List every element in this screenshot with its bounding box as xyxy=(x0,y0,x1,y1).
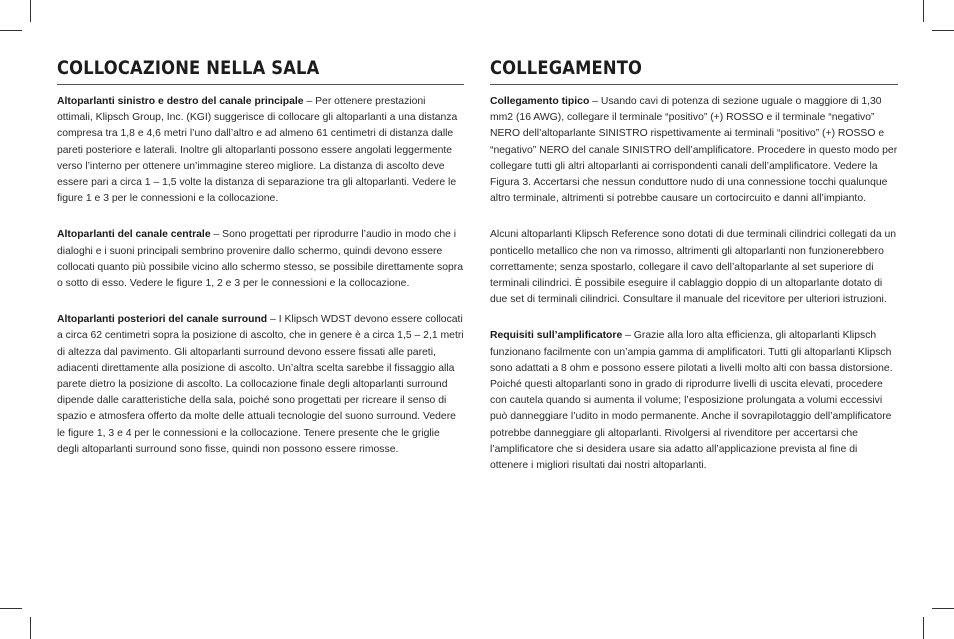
crop-mark-bottom-right xyxy=(923,617,924,639)
crop-mark-bottom-left-h xyxy=(0,608,22,609)
paragraph-binding-posts xyxy=(490,227,898,308)
paragraph-surround-speakers xyxy=(57,312,464,458)
paragraph-text: – Usando cavi di potenza di sezione uguale o maggiore di 1,30 mm2 (16 AWG), collegare il terminale “positivo” (+) ROSSO e il terminale “negativo” NERO dell’altoparlante SINISTRO rispettivamente ai terminali “positivo” (+) ROSSO e “negativo” NERO del canale SINISTRO dell’amplificatore. Procedere in questo modo per collegare tutti gli altri altoparlanti ai corrispondenti canali dell’amplificatore. Vedere la Figura 3. Accertarsi che nessun conduttore nudo di una connessione tocchi qualunque altro terminale, altrimenti si potrebbe causare un cortocircuito e danni all’impianto. xyxy=(490,96,898,205)
crop-mark-top-left xyxy=(30,0,31,22)
paragraph-text: – Grazie alla loro alta efficienza, gli altoparlanti Klipsch funzionano facilmente con un’ampia gamma di amplificatori. Tutti gli altoparlanti Klipsch sono adattati a 8 ohm e possono essere pilotati a livelli molto alti con bassa distorsione. Poiché questi altoparlanti sono in grado di riprodurre livelli di uscita elevati, procedere con cautela quando si aumenta il volume; l’esposizione prolungata a volumi eccessivi può danneggiare l’udito in modo permanente. Anche il sovrapilotaggio dell’amplificatore potrebbe danneggiare gli altoparlanti. Rivolgersi al rivenditore per accertarsi che l’amplificatore che si desidera usare sia adatto all’applicazione prevista al fine di ottenere i migliori risultati dai nostri altoparlanti. xyxy=(490,330,893,472)
paragraph-main-speakers xyxy=(57,94,464,207)
left-heading-rule xyxy=(57,56,464,85)
paragraph-text: – I Klipsch WDST devono essere collocati a circa 62 centimetri sopra la posizione di ascolto, che in genere è a circa 1,5 – 2,1 metri di altezza dal pavimento. Gli altoparlanti surround devono essere fissati alle pareti, adiacenti direttamente alla posizione di ascolto. Un’altra scelta sarebbe il fissaggio alla parete dietro la posizione di ascolto. La collocazione finale degli altoparlanti surround dipende dalle caratteristiche della sala, poiché sono progettati per ricreare il senso di spazio e atmosfera offerto da molte delle attuali tecnologie del suono surround. Vedere le figure 1, 3 e 4 per le connessioni e la collocazione. Tenere presente che le griglie degli altoparlanti surround sono fisse, quindi non possono essere rimosse. xyxy=(57,314,464,455)
crop-mark-top-right-h xyxy=(932,30,954,31)
paragraph-lead: Altoparlanti sinistro e destro del canale principale xyxy=(57,96,304,107)
paragraph-lead: Altoparlanti posteriori del canale surround xyxy=(57,314,268,326)
crop-mark-bottom-left xyxy=(30,617,31,639)
paragraph-lead: Collegamento tipico xyxy=(490,96,590,107)
left-column xyxy=(57,56,464,478)
paragraph-text: – Per ottenere prestazioni ottimali, Klipsch Group, Inc. (KGI) suggerisce di collocare gli altoparlanti a una distanza compresa tra 1,8 e 4,6 metri l’uno dall’altro e ad almeno 61 centimetri di distanza dalle pareti posteriore e laterali. Inoltre gli altoparlanti possono essere angolati leggermente verso l’interno per ottenere un’immagine stereo migliore. La distanza di ascolto deve essere pari a circa 1 – 1,5 volte la distanza di separazione tra gli altoparlanti. Vedere le figure 1 e 3 per le connessioni e la collocazione. xyxy=(57,96,458,205)
right-heading-rule xyxy=(490,56,898,85)
paragraph-typical-connection xyxy=(490,94,898,207)
paragraph-lead: Altoparlanti del canale centrale xyxy=(57,229,211,241)
paragraph-amplifier-requirements xyxy=(490,328,898,474)
right-heading: COLLEGAMENTO xyxy=(490,57,643,79)
crop-mark-top-left-h xyxy=(0,30,22,31)
left-heading: COLLOCAZIONE NELLA SALA xyxy=(57,57,320,79)
paragraph-lead: Requisiti sull’amplificatore xyxy=(490,330,623,342)
right-column xyxy=(490,56,898,494)
crop-mark-top-right xyxy=(923,0,924,22)
paragraph-text: Alcuni altoparlanti Klipsch Reference sono dotati di due terminali cilindrici collegati da un ponticello metallico che non va rimosso, altrimenti gli altoparlanti non funzionerebbero correttamente; senza spostarlo, collegare il cavo dell’altoparlante al set superiore di terminali cilindrici. È possibile eseguire il cablaggio doppio di un altoparlante dotato di due set di terminali cilindrici. Consultare il manuale del ricevitore per ulteriori istruzioni. xyxy=(490,229,897,306)
paragraph-text: – Sono progettati per riprodurre l’audio in modo che i dialoghi e i suoni principali sembrino provenire dallo schermo, quindi devono essere collocati quanto più possibile vicino allo schermo stesso, se possibile direttamente sopra o sotto di esso. Vedere le figure 1, 2 e 3 per le connessioni e la collocazione. xyxy=(57,229,464,290)
paragraph-center-speakers xyxy=(57,227,464,292)
crop-mark-bottom-right-h xyxy=(932,608,954,609)
